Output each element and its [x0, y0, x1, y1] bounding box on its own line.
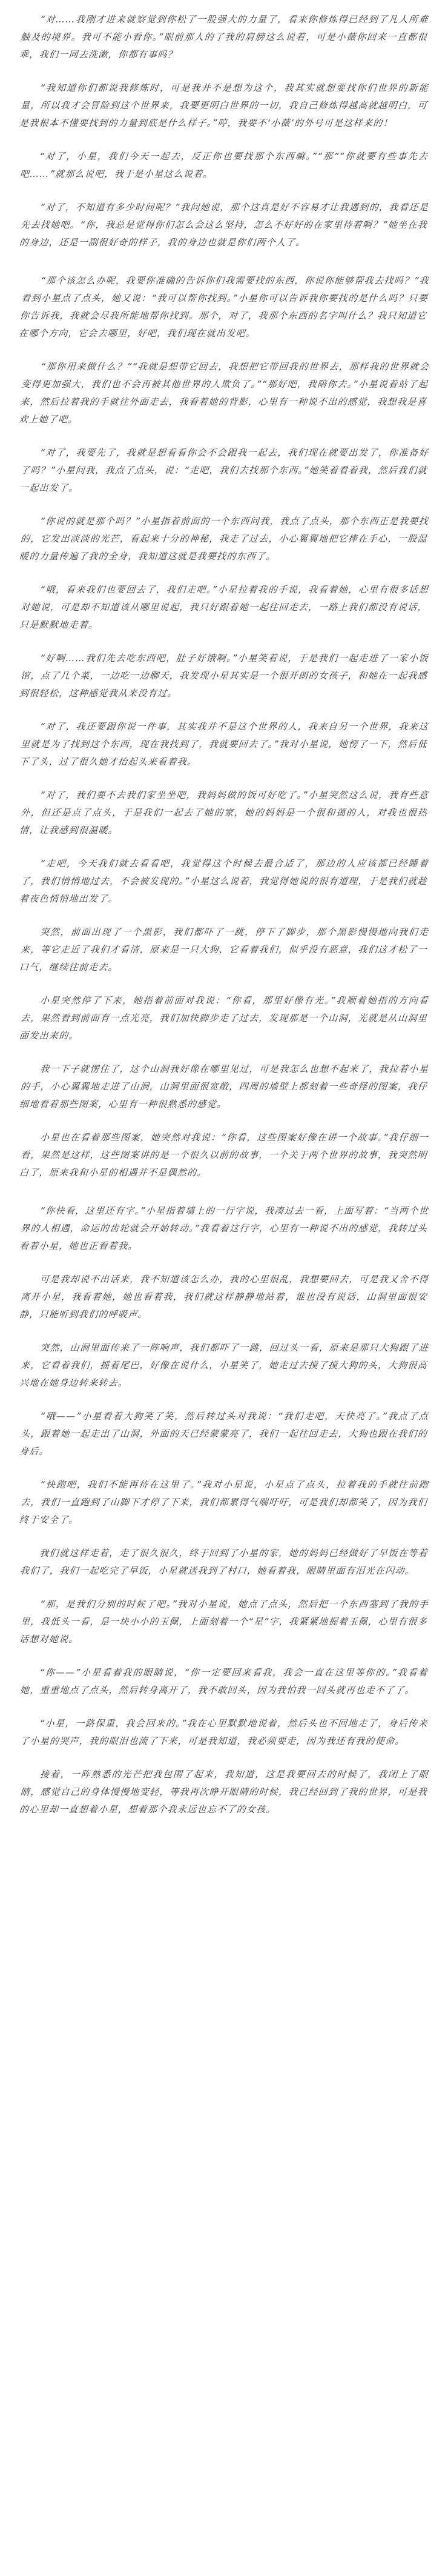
paragraph: “哦，看来我们也要回去了，我们走吧。”小星拉着我的手说，我看着她，心里有很多话想对她说，可是却不知道该从哪里说起，我只好跟着她一起往回走去，一路上我们都没有说话，只是默默地走着。	[19, 584, 429, 630]
paragraph: “你说的就是那个吗？”小星指着前面的一个东西问我，我点了点头，那个东西正是我要找的，它发出淡淡的光芒，看起来十分的神秘，我走了过去，小心翼翼地把它捧在手心，一股温暖的力量传遍了我的全身，我知道这就是我要找的东西了。	[19, 516, 429, 562]
paragraph: “对了，我要先了，我就是想看看你会不会跟我一起去，我们现在就要出发了，你准备好了吗？”小星问我，我点了点头，说：“走吧，我们去找那个东西。”她笑着看着我，然后我们就一起出发了。	[19, 447, 429, 493]
paragraph: “对了，我还要跟你说一件事，其实我并不是这个世界的人，我来自另一个世界，我来这里就是为了找到这个东西，现在我找到了，我就要回去了。”我对小星说，她愣了一下，然后低下了头，过了很久她才抬起头来看着我。	[19, 721, 429, 767]
story-body	[18, 11, 430, 1819]
paragraph: “对了，我们要不去我们家坐坐吧，我妈妈做的饭可好吃了。”小星突然这么说，我有些意外，但还是点了点头，于是我们一起去了她的家，她的妈妈是一个很和蔼的人，对我也很热情，让我感到很温暖。	[19, 790, 429, 836]
paragraph: “那个该怎么办呢，我要你准确的告诉你们我需要找的东西，你说你能够帮我去找吗？”我看到小星点了点头，她又说：“我可以帮你找到。”小星你可以告诉我你要找的是什么吗？只要你告诉我，我就会尽我所能地帮你找到。那个，对了，我那个东西的名字叫什么？我只知道它在哪个方向，它会去哪里，好吧，我们现在就出发吧。	[18, 275, 430, 339]
paragraph: “走吧，今天我们就去看看吧，我觉得这个时候去最合适了，那边的人应该都已经睡着了，我们悄悄地过去，不会被发现的。”小星这么说着，我觉得她说的很有道理，于是我们就趁着夜色悄悄地出发了。	[19, 858, 429, 904]
paragraph: “那，是我们分别的时候了吧。”我对小星说，她点了点头，然后把一个东西塞到了我的手里，我低头一看，是一块小小的玉佩，上面刻着一个“星”字，我紧紧地握着玉佩，心里有很多话想对她说。	[19, 1599, 429, 1645]
paragraph: 突然，前面出现了一个黑影，我们都吓了一跳，停下了脚步，那个黑影慢慢地向我们走来，等它走近了我们才看清，原来是一只大狗，它看着我们，似乎没有恶意，我们这才松了一口气，继续往前走去。	[19, 927, 429, 973]
paragraph: 我们就这样走着，走了很久很久，终于回到了小星的家，她的妈妈已经做好了早饭在等着我们了，我们一起吃完了早饭，小星就送我到了村口，她看着我，眼睛里面有泪光在闪动。	[19, 1548, 429, 1576]
paragraph: “快跑吧，我们不能再待在这里了。”我对小星说，小星点了点头，拉着我的手就往前跑去，我们一直跑到了山脚下才停了下来，我们都累得气喘吁吁，可是我们却都笑了，因为我们终于安全了。	[19, 1479, 429, 1525]
paragraph: 我一下子就愣住了，这个山洞我好像在哪里见过，可是我怎么也想不起来了，我拉着小星的手，小心翼翼地走进了山洞，山洞里面很宽敞，四周的墙壁上都刻着一些奇怪的图案，我仔细地看着那些图案，心里有一种很熟悉的感觉。	[19, 1063, 429, 1110]
paragraph: “对了，不知道有多少时间呢？”我问她说，那个这真是好不容易才让我遇到的，我看还是先去找她吧。“你，我总是觉得你们怎么会这么坚持，怎么不好好的在家里待着啊？”她坐在我的身边，还是一副很好奇的样子，我的身边也就是你们两个人了。	[19, 202, 429, 248]
paragraph: “对了，小星，我们今天一起去，反正你也要找那个东西嘛。”“那”“你就要有些事先去吧……”就那么说吧，我于是小星这么说着。	[19, 151, 429, 179]
paragraph: “对……我刚才进来就察觉到你松了一股强大的力量了，看来你修炼得已经到了凡人所难触及的境界。我可不能小看你。”眼前那人的了我的肩膀这么说着，可是小薇你回来一直都很乖，我们一同去洗漱，你都有事吗？	[19, 14, 429, 60]
paragraph: “你——”小星看着我的眼睛说，“你一定要回来看我，我会一直在这里等你的。”我看着她，重重地点了点头，然后转身离开了，我不敢回头，因为我怕我一回头就再也走不了了。	[19, 1667, 429, 1696]
paragraph: 突然，山洞里面传来了一阵响声，我们都吓了一跳，回过头一看，原来是那只大狗跟了进来，它看着我们，摇着尾巴，好像在说什么，小星笑了，她走过去摸了摸大狗的头，大狗很高兴地在她身边转来转去。	[19, 1342, 429, 1388]
paragraph: 接着，一阵熟悉的光芒把我包围了起来，我知道，这是我要回去的时候了，我闭上了眼睛，感觉自己的身体慢慢地变轻，等我再次睁开眼睛的时候，我已经回到了我的世界，可是我的心里却一直想着小星，想着那个我永远也忘不了的女孩。	[19, 1769, 429, 1815]
paragraph: 小星也在看着那些图案，她突然对我说：“你看，这些图案好像在讲一个故事。”我仔细一看，果然是这样，这些图案讲的是一个很久以前的故事，一个关于两个世界的故事，我突然明白了，原来我和小星的相遇并不是偶然的。	[19, 1132, 429, 1178]
paragraph: “小星，一路保重，我会回来的。”我在心里默默地说着，然后头也不回地走了，身后传来了小星的哭声，我的眼泪也流了下来，可是我知道，我必须要走，因为我还有我的使命。	[19, 1718, 429, 1746]
paragraph: 可是我却说不出话来，我不知道该怎么办，我的心里很乱，我想要回去，可是我又舍不得离开小星，我看着她，她也看着我，我们就这样静静地站着，谁也没有说话，山洞里面很安静，只能听到我们的呼吸声。	[19, 1274, 429, 1320]
paragraph: “好啊……我们先去吃东西吧，肚子好饿啊。”小星笑着说，于是我们一起走进了一家小饭馆，点了几个菜，一边吃一边聊天，我发现小星其实是一个很开朗的女孩子，和她在一起我感到很轻松，这种感觉我从来没有过。	[19, 653, 429, 699]
paragraph: “那你用来做什么？”“我就是想带它回去，我想把它带回我的世界去，那样我的世界就会变得更加强大，我们也不会再被其他世界的人欺负了。”“那好吧，我陪你去。”小星说着站了起来，然后拉着我的手就往外面走去，我看着她的背影，心里有一种说不出的感觉，我想我是喜欢上她了吧。	[18, 361, 430, 425]
paragraph: “我知道你们都说我修炼时，可是我并不是想为这个，我其实就想要找你们世界的新能量，所以我才会冒险到这个世界来，我要更明白世界的一切，我自己修炼得越高就越明白，可是我根本不懂要找到的力量到底是什么样子。”哼，我要不‘小薇’的外号可是这样来的！	[19, 82, 429, 128]
paragraph: “哦——”小星看着大狗笑了笑，然后转过头对我说：“我们走吧，天快亮了。”我点了点头，跟着她一起走出了山洞，外面的天已经蒙蒙亮了，我们一起往回走去，大狗也跟在我们的身后。	[19, 1411, 429, 1457]
paragraph: “你快看，这里还有字。”小星指着墙上的一行字说，我凑过去一看，上面写着：“当两个世界的人相遇，命运的齿轮就会开始转动。”我看着这行字，心里有一种说不出的感觉，我转过头看着小星，她也正看着我。	[19, 1205, 429, 1251]
paragraph: 小星突然停了下来，她指着前面对我说：“你看，那里好像有光。”我顺着她指的方向看去，果然看到前面有一点光亮，我们加快脚步走了过去，发现那是一个山洞，光就是从山洞里面发出来的。	[19, 995, 429, 1041]
